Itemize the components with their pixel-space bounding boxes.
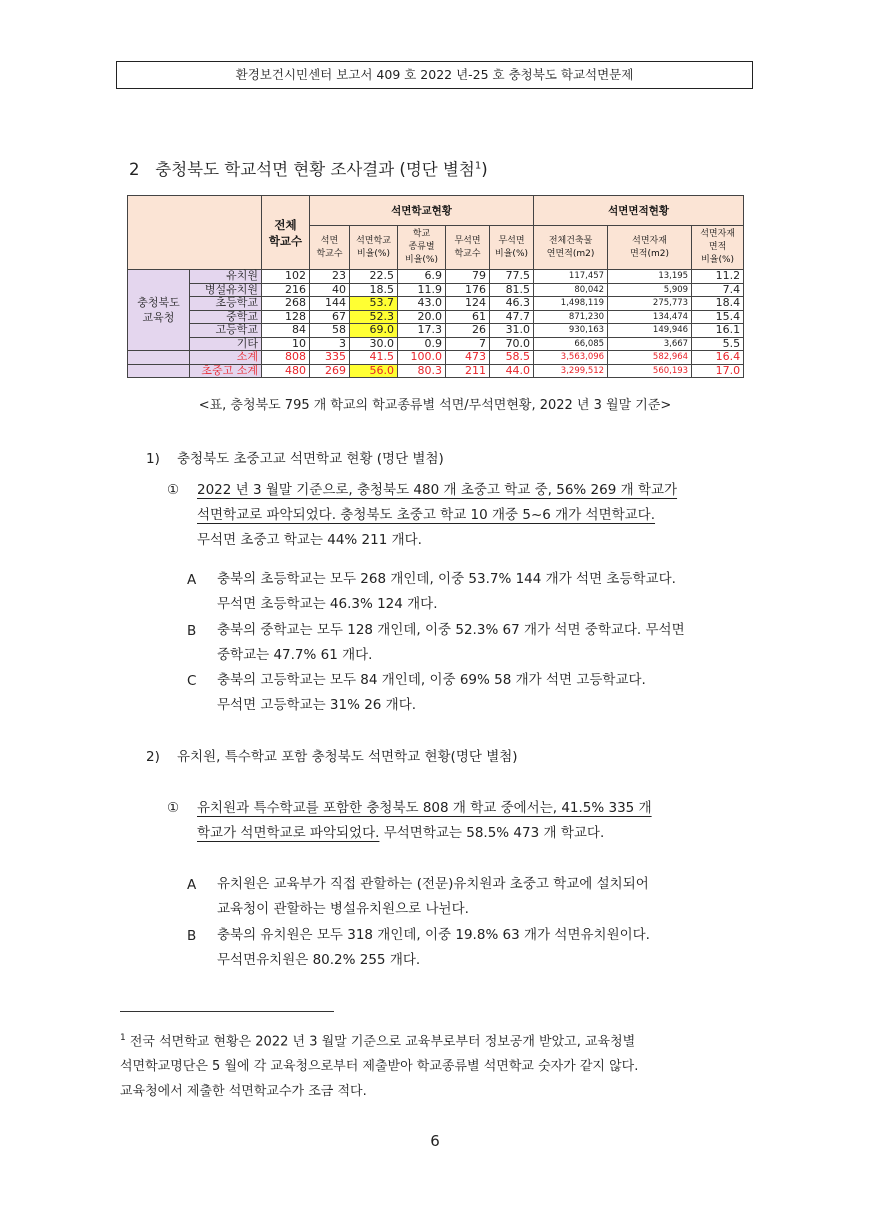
subheader: 학교 종류별 비율(%)	[398, 226, 446, 270]
highlighted-cell: 56.0	[350, 364, 398, 378]
item2-b-marker: B	[187, 928, 197, 944]
header-blank	[128, 196, 262, 270]
table-row: 병설유치원 216 40 18.5 11.9 176 81.5 80,042 5,909 7.4	[128, 283, 744, 297]
stats-table-wrap	[127, 195, 743, 378]
table-row: 중학교 128 67 52.3 20.0 61 47.7 871,230 134,474 15.4	[128, 310, 744, 324]
footnote-ref[interactable]: 1	[474, 160, 482, 172]
highlighted-cell: 53.7	[350, 297, 398, 311]
item2-a-marker: A	[187, 877, 197, 893]
table-caption: <표, 충청북도 795 개 학교의 학교종류별 석면/무석면현황, 2022 년 3 월말 기준>	[198, 398, 672, 413]
item1-c-paragraph: 충북의 고등학교는 모두 84 개인데, 이중 69% 58 개가 석면 고등학교다. 무석면 고등학교는 31% 26 개다.	[217, 672, 646, 713]
table-row: 충청북도 교육청 유치원 102 23 22.5 6.9 79 77.5 117,457 13,195 11.2	[128, 270, 744, 284]
table-row: 초등학교 268 144 53.7 43.0 124 46.3 1,498,119 275,773 18.4	[128, 297, 744, 311]
region-cell-blank	[128, 351, 190, 365]
subheader: 석면 학교수	[310, 226, 350, 270]
subheader: 전체건축물 연면적(m2)	[534, 226, 608, 270]
item2-b-paragraph: 충북의 유치원은 모두 318 개인데, 이중 19.8% 63 개가 석면유치원이다. 무석면유치원은 80.2% 255 개다.	[217, 927, 650, 968]
subheader: 석면학교 비율(%)	[350, 226, 398, 270]
report-header: 환경보건시민센터 보고서 409 호 2022 년-25 호 충청북도 학교석면문제	[116, 61, 753, 89]
table-row: 고등학교 84 58 69.0 17.3 26 31.0 930,163 149,946 16.1	[128, 324, 744, 338]
section-title: 2 충청북도 학교석면 현황 조사결과 (명단 별첨$^1$)	[129, 160, 488, 179]
page-number: 6	[430, 1132, 440, 1150]
row-kind: 병설유치원	[190, 283, 262, 297]
table-row: 기타 10 3 30.0 0.9 7 70.0 66,085 3,667 5.5	[128, 337, 744, 351]
subheader: 무석면 학교수	[446, 226, 490, 270]
footnote: $^1$ 전국 석면학교 현황은 2022 년 3 월말 기준으로 교육부로부터 정보공개 받았고, 교육청별 석면학교명단은 5 월에 각 교육청으로부터 제출받아 학교종류별 석면학교 숫자가 같지 않다. 교육청에서 제출한 석면학교수가 조금 적다.	[120, 1033, 639, 1100]
row-kind: 유치원	[190, 270, 262, 284]
header-asbestos-area: 석면면적현황	[534, 196, 744, 226]
highlighted-cell: 52.3	[350, 310, 398, 324]
item2-a-paragraph: 유치원은 교육부가 직접 관할하는 (전문)유치원과 초중고 학교에 설치되어 교육청이 관할하는 병설유치원으로 나뉜다.	[217, 876, 649, 917]
header-total-schools: 전체 학교수	[262, 196, 310, 270]
highlighted-cell: 69.0	[350, 324, 398, 338]
row-kind: 초등학교	[190, 297, 262, 311]
item1-paragraph: 2022 년 3 월말 기준으로, 충청북도 480 개 초중고 학교 중, 56% 269 개 학교가 석면학교로 파악되었다. 충청북도 초중고 학교 10 개중 5~6 개가 석면학교다. 무석면 초중고 학교는 44% 211 개다.	[197, 482, 678, 548]
item1-b-marker: B	[187, 623, 197, 639]
subheader: 무석면 비율(%)	[490, 226, 534, 270]
row-kind: 초중고 소계	[190, 364, 262, 378]
item1-c-marker: C	[187, 673, 197, 689]
footnote-divider	[120, 1011, 334, 1012]
item1-circle-marker: ①	[167, 482, 180, 498]
item2-heading: 2) 유치원, 특수학교 포함 충청북도 석면학교 현황(명단 별첨)	[146, 749, 518, 765]
item1-b-paragraph: 충북의 중학교는 모두 128 개인데, 이중 52.3% 67 개가 석면 중학교다. 무석면 중학교는 47.7% 61 개다.	[217, 622, 685, 663]
row-kind: 고등학교	[190, 324, 262, 338]
region-cell: 충청북도 교육청	[128, 270, 190, 351]
item2-paragraph: 유치원과 특수학교를 포함한 충청북도 808 개 학교 중에서는, 41.5% 335 개 학교가 석면학교로 파악되었다. 무석면학교는 58.5% 473 개 학교다.	[197, 800, 652, 841]
subheader: 석면자재 면적 비율(%)	[692, 226, 744, 270]
asbestos-stats-table	[127, 195, 744, 378]
row-kind: 소계	[190, 351, 262, 365]
section-number: 2	[129, 160, 140, 179]
header-asbestos-schools: 석면학교현황	[310, 196, 534, 226]
region-cell-blank	[128, 364, 190, 378]
item1-a-paragraph: 충북의 초등학교는 모두 268 개인데, 이중 53.7% 144 개가 석면 초등학교다. 무석면 초등학교는 46.3% 124 개다.	[217, 571, 676, 612]
item1-heading: 1) 충청북도 초중고교 석면학교 현황 (명단 별첨)	[146, 451, 444, 467]
row-kind: 중학교	[190, 310, 262, 324]
section-title-text: 충청북도 학교석면 현황 조사결과 (명단 별첨	[155, 160, 475, 179]
item1-a-marker: A	[187, 572, 197, 588]
item2-circle-marker: ①	[167, 800, 180, 816]
subtotal-row: 소계 808 335 41.5 100.0 473 58.5 3,563,096 582,964 16.4	[128, 351, 744, 365]
row-kind: 기타	[190, 337, 262, 351]
subtotal-row: 초중고 소계 480 269 56.0 80.3 211 44.0 3,299,512 560,193 17.0	[128, 364, 744, 378]
subheader: 석면자재 면적(m2)	[608, 226, 692, 270]
